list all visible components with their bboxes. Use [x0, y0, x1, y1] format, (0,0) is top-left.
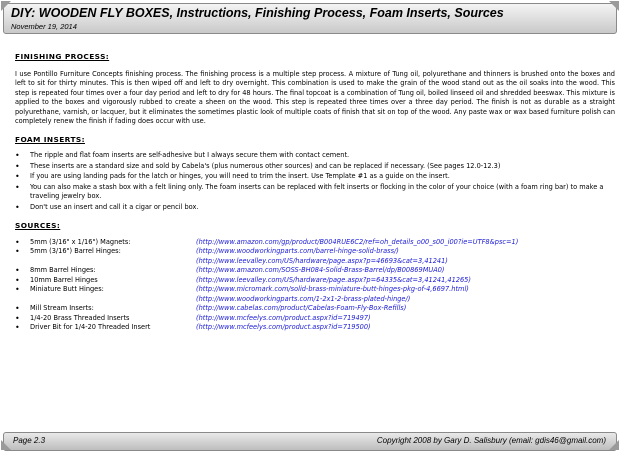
source-row: [15, 314, 615, 324]
source-label: • 5mm (3/16") Barrel Hinges:: [30, 247, 121, 255]
source-link[interactable]: (http://www.cabelas.com/product/Cabelas-Foam-Fly-Box-Refills): [196, 304, 407, 312]
source-link[interactable]: (http://www.amazon.com/SOSS-BH084-Solid-Brass-Barrel/dp/B00869MUA0): [196, 266, 445, 274]
foam-list: [15, 151, 615, 212]
source-link[interactable]: (http://www.amazon.com/gp/product/B004RUE6C2/ref=oh_details_o00_s00_i00?ie=UTF8&psc=1): [196, 237, 519, 246]
list-item: • You can also make a stash box with a felt lining only. The foam inserts can be replaced with felt inserts or flocking in the color of your choice (with a foam ring bar) to make a traveling jewelry box.: [15, 183, 615, 202]
source-label: • Mill Stream Inserts:: [30, 304, 94, 312]
source-link[interactable]: (http://www.leevalley.com/US/hardware/page.aspx?p=46693&cat=3,41241): [196, 256, 448, 265]
finishing-paragraph: I use Pontillo Furniture Concepts finishing process. The finishing process is a multiple step process. A mixture of Tung oil, polyurethane and thinners is brushed onto the boxes and left to sit for thirty minutes. This is then wiped off and left to dry overnight. This combination is used to make the grain of the wood stand out as the oil soaks into the wood. This step is repeated four times over a four day period and left to dry for 48 hours. The final topcoat is a combination of Tung oil, boiled linseed oil and shredded beeswax. This mixture is applied to the boxes and vigorously rubbed to create a sheen on the wood. This step is repeated three times over a three day period. The finish is not as durable as a straight polyurethane, varnish, or lacquer, but it eliminates the sometimes plastic look of multiple coats of finish that sit on top of the wood. Any paste wax or wax based furniture polish can completely renew the finish if fading does occur with use.: [15, 69, 615, 125]
source-link[interactable]: (http://www.micromark.com/solid-brass-miniature-butt-hinges-pkg-of-4,6697.html): [196, 285, 469, 293]
source-label: • 5mm (3/16" x 1/16") Magnets:: [30, 237, 131, 246]
corner-fold-icon: [609, 440, 619, 450]
source-link[interactable]: (http://www.woodworkingparts.com/1-2x1-2-brass-plated-hinge/): [196, 294, 411, 303]
source-row: [15, 323, 615, 333]
page-number: Page 2.3: [13, 436, 46, 445]
source-row: [15, 238, 615, 248]
source-label: • Driver Bit for 1/4-20 Threaded Insert: [30, 323, 151, 331]
copyright-notice: Copyright 2008 by Gary D. Salisbury (email: gdis46@gmail.com): [376, 436, 606, 445]
source-row: [15, 247, 615, 266]
document-body: [15, 52, 615, 333]
source-link[interactable]: (http://www.mcfeelys.com/product.aspx?id=719497): [196, 313, 371, 322]
source-row: [15, 285, 615, 304]
foam-heading: FOAM INSERTS:: [15, 134, 85, 144]
document-title: DIY: WOODEN FLY BOXES, Instructions, Finishing Process, Foam Inserts, Sources: [11, 6, 504, 20]
finishing-heading: FINISHING PROCESS:: [15, 52, 110, 61]
document-date: November 19, 2014: [11, 22, 77, 31]
sources-heading: SOURCES:: [15, 221, 61, 230]
corner-fold-icon: [1, 1, 11, 11]
source-link[interactable]: (http://www.woodworkingparts.com/barrel-hinge-solid-brass/): [196, 247, 399, 255]
corner-fold-icon: [1, 440, 11, 450]
corner-fold-icon: [609, 1, 619, 11]
page-footer: [3, 432, 617, 451]
list-item: • If you are using landing pads for the latch or hinges, you will need to trim the insert. Use Template #1 as a guide on the insert.: [15, 172, 615, 182]
sources-list: [15, 238, 615, 333]
source-label: • 1/4-20 Brass Threaded Inserts: [30, 313, 130, 322]
list-item: • The ripple and flat foam inserts are self-adhesive but I always secure them with contact cement.: [15, 151, 615, 161]
source-row: [15, 266, 615, 276]
source-row: [15, 276, 615, 286]
source-link[interactable]: (http://www.leevalley.com/US/hardware/page.aspx?p=64335&cat=3,41241,41265): [196, 275, 471, 284]
source-link[interactable]: (http://www.mcfeelys.com/product.aspx?id=719500): [196, 323, 371, 331]
list-item: • These inserts are a standard size and sold by Cabela's (plus numerous other sources) and can be replaced if necessary. (See pages 12.0-12.3): [15, 162, 615, 172]
source-label: • 10mm Barrel Hinges: [30, 275, 98, 284]
page-header: [3, 3, 617, 34]
source-label: • 8mm Barrel Hinges:: [30, 266, 96, 274]
list-item: • Don't use an insert and call it a cigar or pencil box.: [15, 203, 615, 213]
source-label: • Miniature Butt Hinges:: [30, 285, 104, 293]
source-row: [15, 304, 615, 314]
